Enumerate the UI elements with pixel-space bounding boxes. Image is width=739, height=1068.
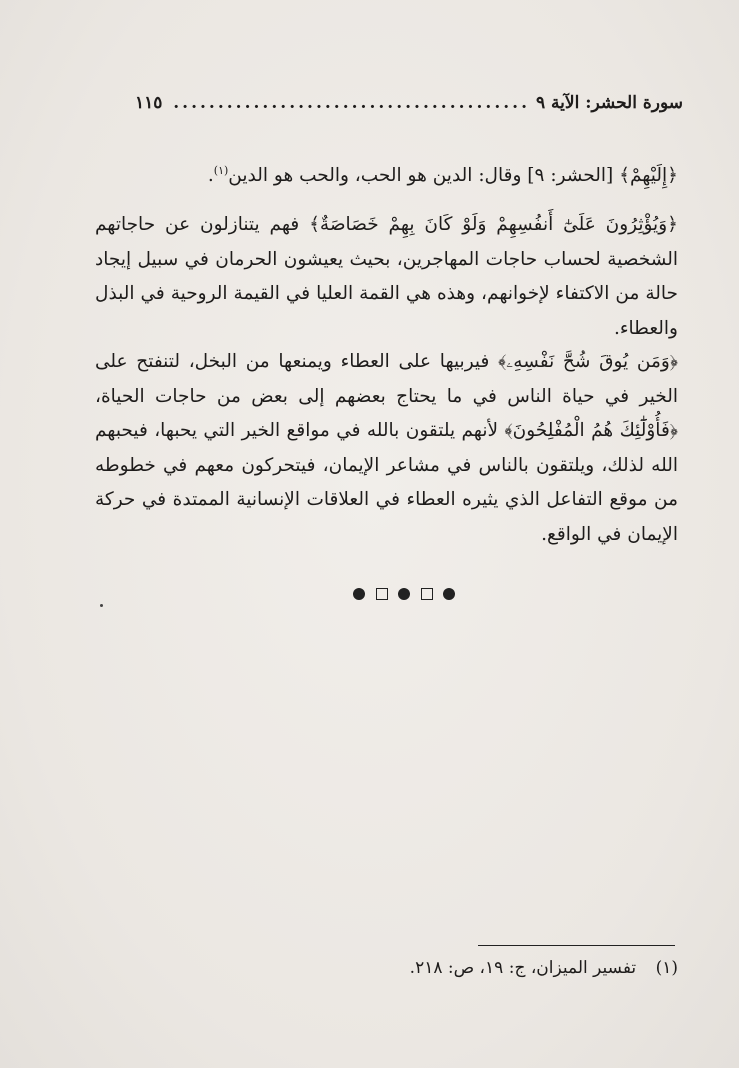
footnote [200,958,678,978]
print-speck [100,604,103,607]
body-text: فيربيها على العطاء ويمنعها من البخل، لتنفتح على الخير في حياة الناس في ما يحتاج بعضهم إلى بعض من حاجات الحياة، [95,351,678,407]
paragraph-3 [95,345,678,552]
paragraph-1 [95,154,678,194]
footnote-reference[interactable]: (١) [213,164,229,177]
paragraph-2 [95,208,678,346]
hollow-square-icon [376,588,388,600]
body-text: لأنهم يلتقون بالله في مواقع الخير التي يحبها، فيحبهم الله لذلك، ويلتقون بالناس في مشاعر الإيمان، فيتحركون معهم في خطوطه من موقع التفاعل الذي يثيره العطاء في العلاقات الإنسانية الممتدة في حركة الإيمان في الواقع. [95,420,678,545]
footnote-text: تفسير الميزان، ج: ١٩، ص: ٢١٨. [409,958,637,978]
header-leader-dots: ........................................ [173,93,530,113]
header-title: سورة الحشر: الآية ٩ [536,93,683,113]
hollow-square-icon [421,588,433,600]
period: . [207,165,214,187]
filled-circle-icon [353,588,365,600]
running-header [135,88,683,118]
filled-circle-icon [398,588,410,600]
page-number: ١١٥ [135,93,163,113]
footnote-separator [478,945,675,946]
section-divider-ornament [353,584,455,604]
filled-circle-icon [443,588,455,600]
body-text: فهم يتنازلون عن حاجاتهم الشخصية لحساب حاجات المهاجرين، بحيث يعيشون الحرمان في سبيل إيجاد حالة من الاكتفاء لإخوانهم، وهذه هي القمة العليا في القيمة الروحية في البذل والعطاء. [95,214,678,339]
body-text: [الحشر: ٩] وقال: الدين هو الحب، والحب هو الدين [228,165,614,187]
quran-verse: ﴿وَيُؤْثِرُونَ عَلَىٰٓ أَنفُسِهِمْ وَلَوْ كَانَ بِهِمْ خَصَاصَةٌ﴾ [309,214,678,235]
footnote-number: (١) [655,958,678,978]
quran-verse: ﴿فَأُوْلَٰٓئِكَ هُمُ الْمُفْلِحُونَ﴾ [504,420,678,441]
quran-verse: ﴿إِلَيْهِمْ﴾ [619,165,678,187]
quran-verse: ﴿وَمَن يُوقَ شُحَّ نَفْسِهِۦ﴾ [498,351,678,372]
